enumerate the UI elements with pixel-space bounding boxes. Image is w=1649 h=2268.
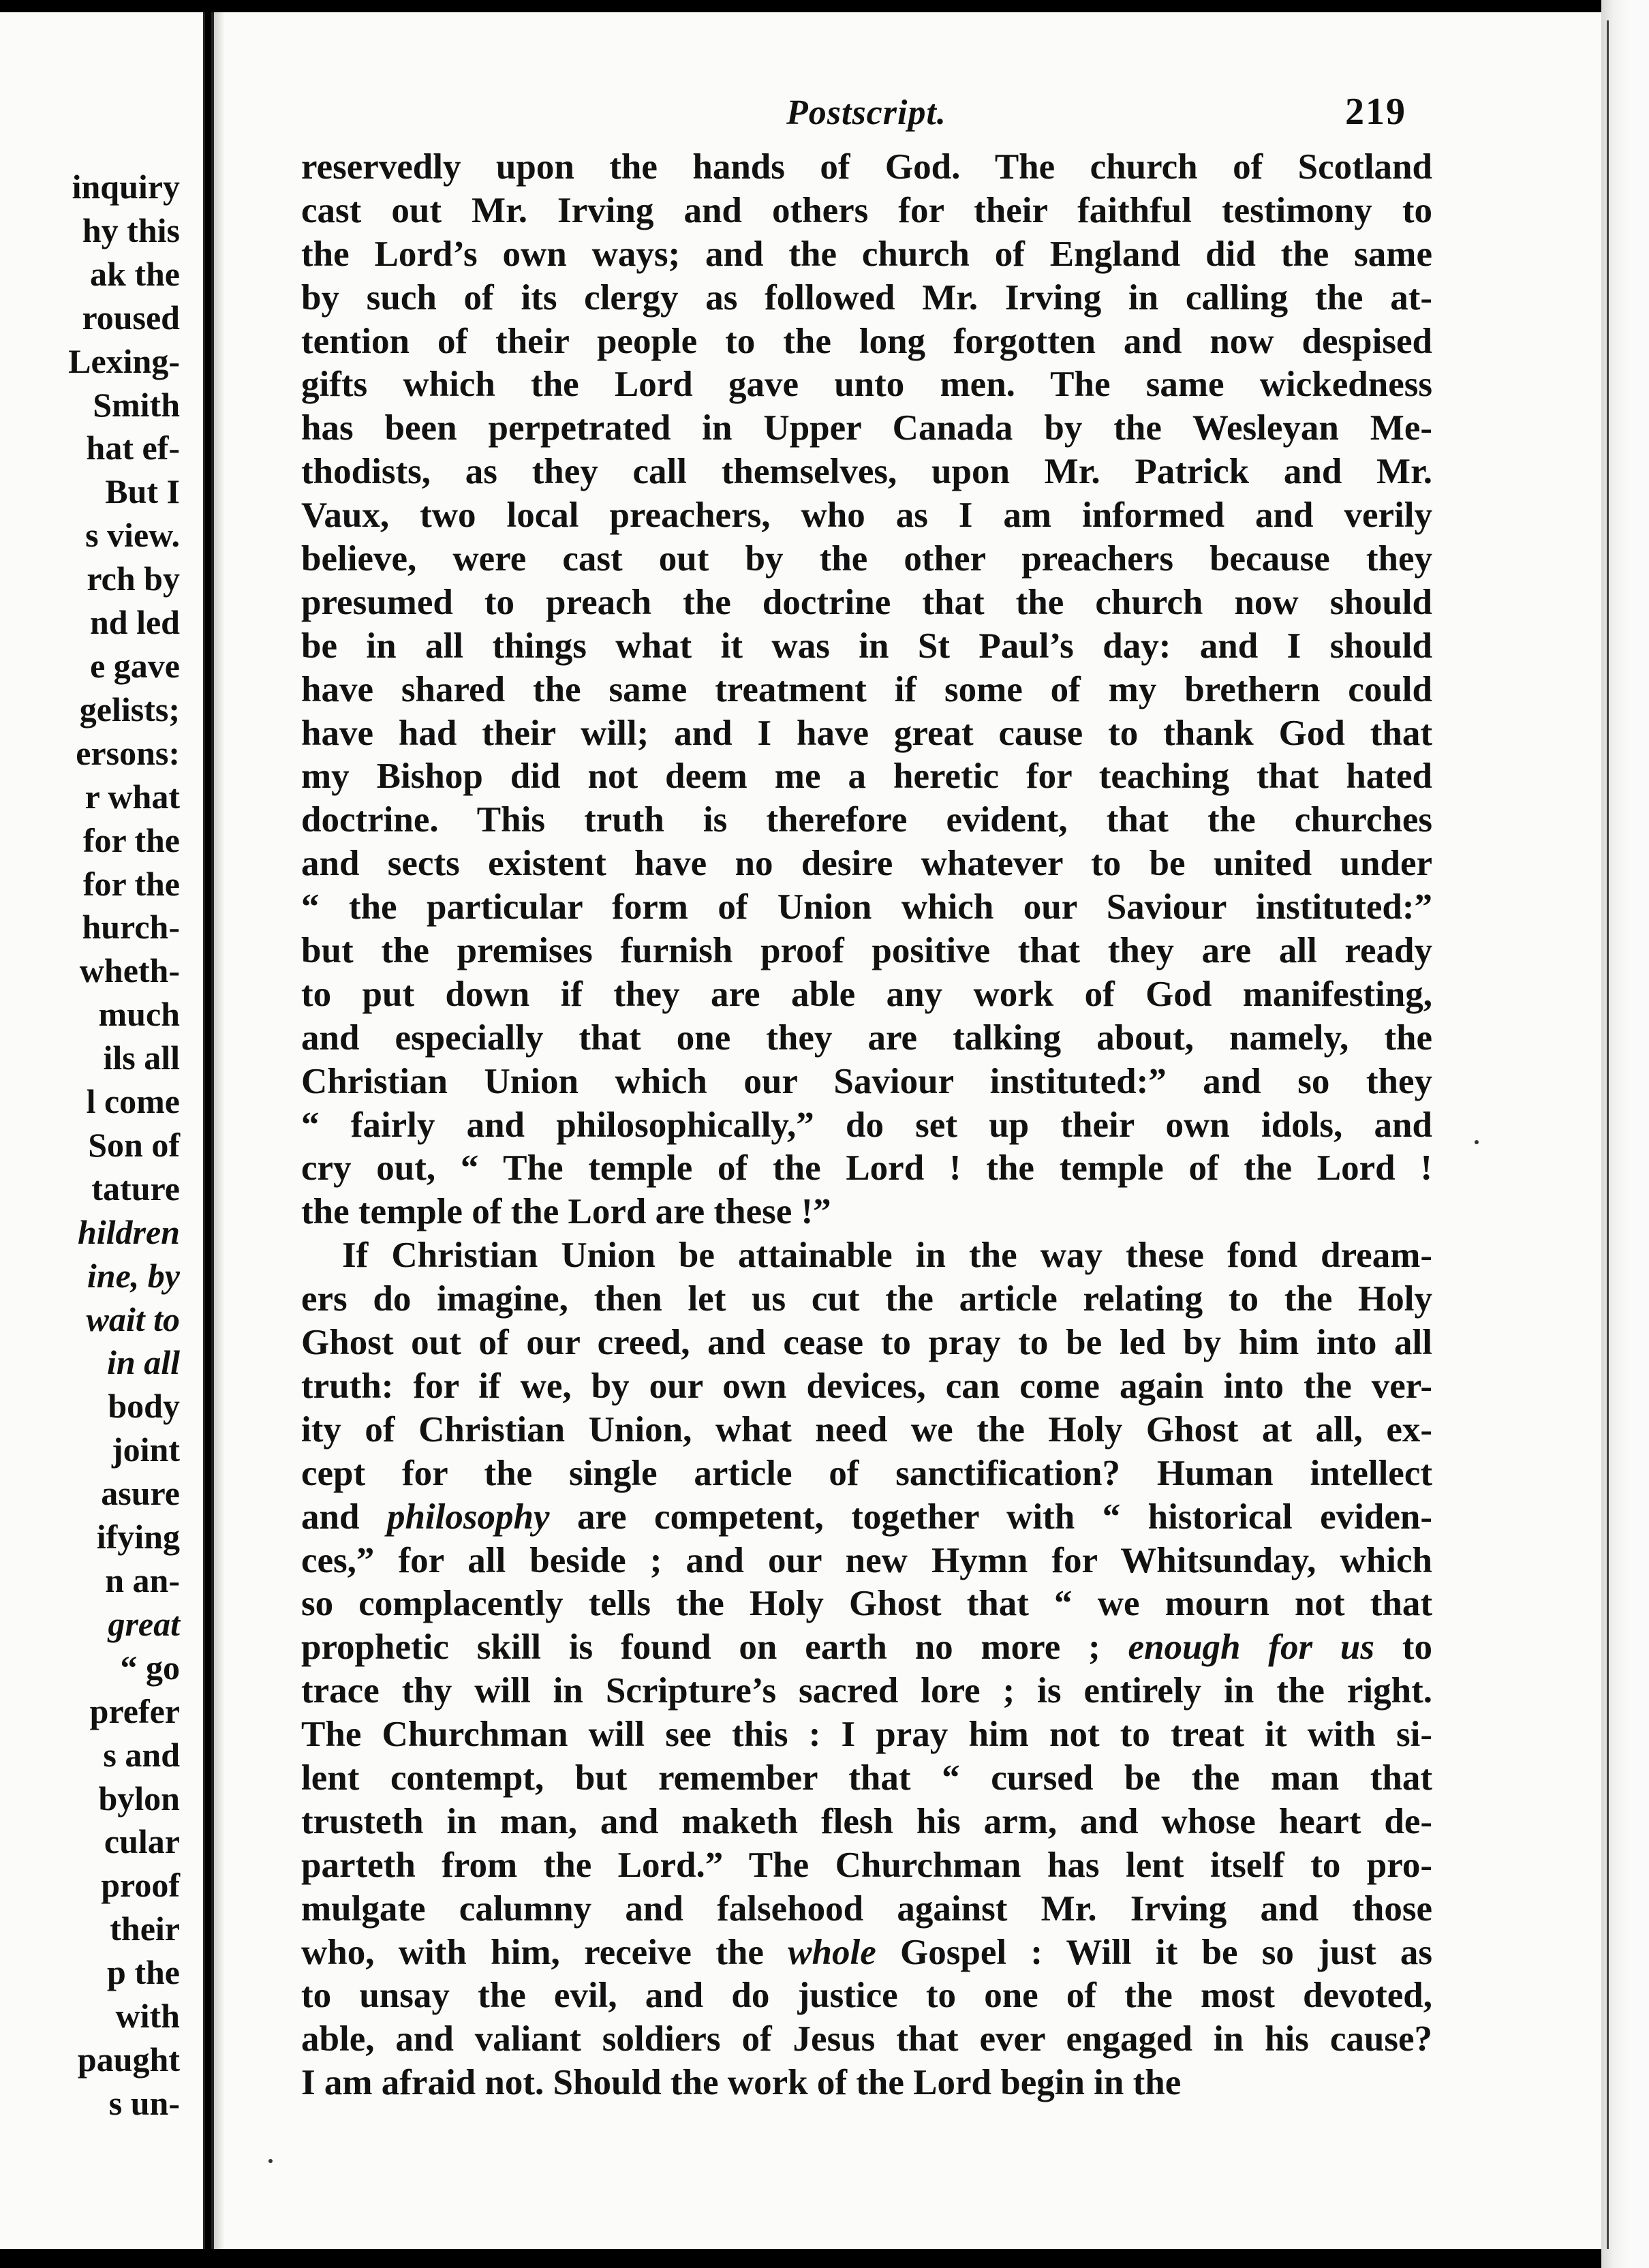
facing-page-line: proof — [101, 1866, 180, 1905]
text-line: tention of their people to the long forgotten and now despised — [301, 321, 1432, 361]
emphasis: philosophy — [386, 1497, 550, 1537]
facing-page-fragment — [0, 12, 205, 2249]
text-line: truth: for if we, by our own devices, can come again into the ver- — [301, 1366, 1432, 1406]
text-line: but the premises furnish proof positive that they are all ready — [301, 931, 1432, 971]
text-line: ity of Christian Union, what need we the Holy Ghost at all, ex- — [301, 1409, 1432, 1450]
facing-page-line: wheth- — [79, 951, 180, 990]
facing-page-line: paught — [77, 2040, 180, 2079]
facing-page-line: ak the — [90, 254, 180, 293]
text-line: the Lord’s own ways; and the church of England did the same — [301, 234, 1432, 274]
text-line: doctrine. This truth is therefore evident, that the churches — [301, 800, 1432, 840]
facing-page-text — [68, 166, 180, 2126]
text-line: cast out Mr. Irving and others for their faithful testimony to — [301, 190, 1432, 230]
text-line: mulgate calumny and falsehood against Mr. Irving and those — [301, 1888, 1432, 1929]
facing-page-line: “ go — [120, 1648, 180, 1687]
text-line: have had their will; and I have great cause to thank God that — [301, 713, 1432, 753]
text-line: ces,” for all beside ; and our new Hymn for Whitsunday, which — [301, 1540, 1432, 1580]
page-number: 219 — [1345, 91, 1406, 133]
facing-page-line: ils all — [103, 1039, 180, 1077]
text-line: The Churchman will see this : I pray him not to treat it with si- — [301, 1715, 1432, 1755]
facing-page-line: s un- — [108, 2083, 180, 2122]
emphasis: whole — [788, 1932, 876, 1972]
text-line: gifts which the Lord gave unto men. The same wickedness — [301, 365, 1432, 405]
facing-page-line: But I — [105, 472, 180, 511]
facing-page-line: joint — [112, 1430, 180, 1469]
facing-page-line: wait to — [86, 1300, 180, 1338]
facing-page-line: for the — [82, 821, 180, 859]
text-line: trusteth in man, and maketh flesh his arm, and whose heart de- — [301, 1801, 1432, 1841]
facing-page-line: p the — [107, 1953, 180, 1992]
facing-page-line: s view. — [85, 516, 180, 555]
running-head — [214, 80, 1604, 135]
facing-page-line: asure — [101, 1474, 180, 1513]
text-line: the temple of the Lord are these !” — [301, 1192, 831, 1232]
facing-page-line: Smith — [93, 385, 180, 424]
facing-page-line: hurch- — [82, 908, 180, 947]
facing-page-line: roused — [82, 298, 180, 337]
text-line: thodists, as they call themselves, upon Mr. Patrick and Mr. — [301, 452, 1432, 492]
text-line: my Bishop did not deem me a heretic for teaching that hated — [301, 756, 1432, 797]
facing-page-line: l come — [86, 1082, 180, 1121]
facing-page-line: ine, by — [87, 1256, 180, 1295]
facing-page-line: with — [115, 1997, 180, 2036]
facing-page-line: much — [98, 995, 180, 1034]
facing-page-line: ersons: — [76, 733, 180, 772]
text-line: cept for the single article of sanctification? Human intellect — [301, 1453, 1432, 1493]
text-line: lent contempt, but remember that “ cursed be the man that — [301, 1758, 1432, 1798]
text-line: ers do imagine, then let us cut the article relating to the Holy — [301, 1279, 1432, 1319]
facing-page-line: nd led — [89, 603, 180, 642]
facing-page-line: n an- — [105, 1561, 180, 1599]
facing-page-line: hat ef- — [86, 429, 180, 468]
text-line: reservedly upon the hands of God. The church of Scotland — [301, 147, 1432, 187]
page-edge — [1601, 0, 1649, 2268]
text-line: have shared the same treatment if some of my brethern could — [301, 669, 1432, 709]
text-line: to put down if they are able any work of God manifesting, — [301, 974, 1432, 1014]
facing-page-line: r what — [84, 777, 180, 816]
scan-speck — [1475, 1140, 1479, 1144]
facing-page-line: cular — [104, 1822, 180, 1861]
facing-page-line: for the — [82, 864, 180, 903]
facing-page-line: Lexing- — [68, 341, 180, 380]
facing-page-line: inquiry — [72, 168, 180, 206]
text-line: by such of its clergy as followed Mr. Irving in calling the at- — [301, 277, 1432, 318]
running-head-title: Postscript. — [786, 93, 946, 132]
text-line: to unsay the evil, and do justice to one of the most devoted, — [301, 1976, 1432, 2016]
text-line: I am afraid not. Should the work of the Lord begin in the — [301, 2063, 1182, 2103]
book-page — [211, 12, 1604, 2249]
text-line: presumed to preach the doctrine that the church now should — [301, 582, 1432, 622]
text-line: and especially that one they are talking about, namely, the — [301, 1017, 1432, 1058]
text-line: who, with him, receive the whole Gospel : Will it be so just as — [301, 1932, 1433, 1972]
text-line: be in all things what it was in St Paul’s day: and I should — [301, 626, 1432, 666]
facing-page-line: bylon — [98, 1779, 180, 1818]
facing-page-line: tature — [91, 1169, 180, 1208]
facing-page-line: body — [108, 1387, 180, 1426]
text-line: parteth from the Lord.” The Churchman has lent itself to pro- — [301, 1845, 1432, 1885]
facing-page-line: hildren — [77, 1212, 180, 1251]
facing-page-line: their — [110, 1910, 180, 1948]
text-line: Vaux, two local preachers, who as I am informed and verily — [301, 495, 1432, 536]
body-text — [301, 146, 1432, 2105]
text-line: prophetic skill is found on earth no more ; enough for us to — [301, 1627, 1432, 1668]
text-line: has been perpetrated in Upper Canada by the Wesleyan Me- — [301, 408, 1432, 448]
text-line: and sects existent have no desire whatever to be united under — [301, 844, 1432, 884]
text-line: and philosophy are competent, together with “ historical eviden- — [301, 1497, 1432, 1537]
text-line: able, and valiant soldiers of Jesus that ever engaged in his cause? — [301, 2019, 1432, 2059]
page-edge-line — [1607, 20, 1609, 2249]
facing-page-line: ifying — [96, 1518, 180, 1557]
text-line: Christian Union which our Saviour instituted:” and so they — [301, 1061, 1432, 1101]
scan-speck — [268, 2159, 273, 2163]
page-gutter-shadow — [214, 12, 225, 2249]
text-line: cry out, “ The temple of the Lord ! the temple of the Lord ! — [301, 1148, 1432, 1189]
facing-page-line: prefer — [89, 1691, 180, 1730]
facing-page-line: e gave — [90, 646, 180, 685]
text-line: “ fairly and philosophically,” do set up their own idols, and — [301, 1105, 1432, 1145]
facing-page-line: Son of — [88, 1125, 180, 1164]
text-line: believe, were cast out by the other preachers because they — [301, 539, 1432, 579]
text-line: Ghost out of our creed, and cease to pray to be led by him into all — [301, 1323, 1432, 1363]
facing-page-line: gelists; — [79, 690, 180, 729]
text-line: If Christian Union be attainable in the way these fond dream- — [342, 1236, 1432, 1276]
facing-page-line: s and — [103, 1735, 180, 1774]
facing-page-line: hy this — [82, 211, 180, 249]
text-line: “ the particular form of Union which our Saviour instituted:” — [301, 887, 1432, 928]
facing-page-line: great — [108, 1604, 180, 1643]
text-line: so complacently tells the Holy Ghost that “ we mourn not that — [301, 1584, 1432, 1624]
text-line: trace thy will in Scripture’s sacred lore ; is entirely in the right. — [301, 1671, 1432, 1711]
facing-page-line: rch by — [87, 560, 180, 598]
emphasis: enough for us — [1128, 1627, 1375, 1668]
facing-page-line: in all — [107, 1343, 180, 1382]
